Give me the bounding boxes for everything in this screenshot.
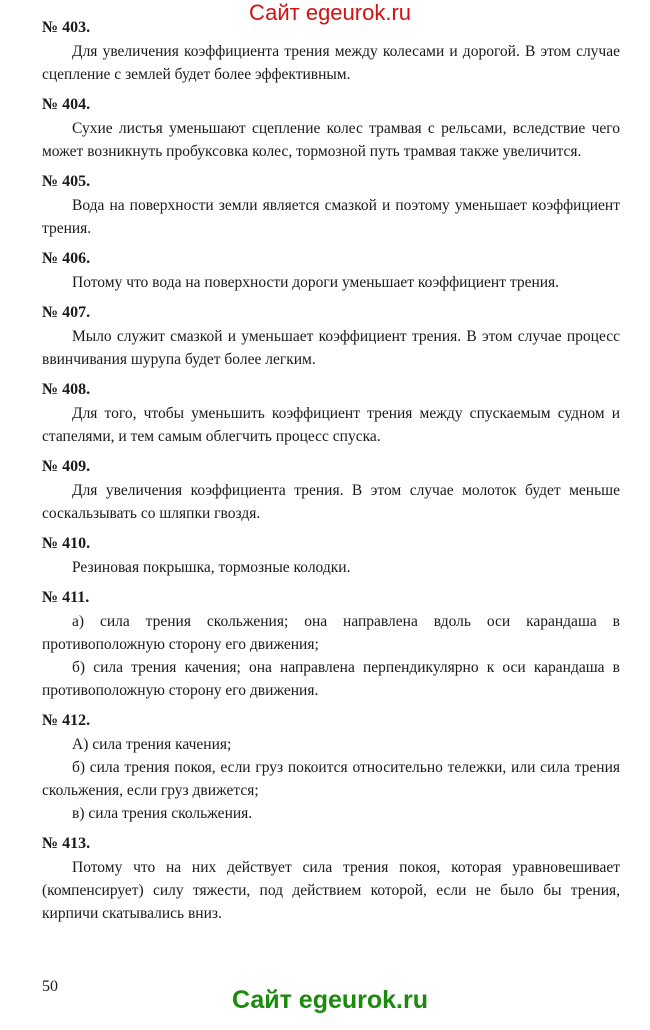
problem-answer-text: б) сила трения покоя, если груз покоится относительно тележки, или сила трения скольжения, если груз движется; [42,759,620,799]
problem-number: № 403. [42,19,91,36]
problem-answer-text: б) сила трения качения; она направлена перпендикулярно к оси карандаша в противоположную сторону его движения. [42,659,620,699]
problem-number: № 412. [42,712,91,729]
problem-item [42,588,620,702]
problem-item [42,303,620,371]
problem-item [42,249,620,294]
page-number: 50 [42,978,58,995]
problem-number: № 406. [42,250,91,267]
problem-answer-text: в) сила трения скольжения. [72,805,253,822]
problem-item [42,457,620,525]
problem-answer-text: Потому что вода на поверхности дороги уменьшает коэффициент трения. [72,274,560,291]
problem-number: № 413. [42,835,91,852]
problem-answer-text: Для увеличения коэффициента трения между колесами и дорогой. В этом случае сцепление с землей будет более эффективным. [42,43,620,83]
problem-number: № 405. [42,173,91,190]
problem-item [42,380,620,448]
problem-answer-text: Для увеличения коэффициента трения. В этом случае молоток будет меньше соскальзывать со шляпки гвоздя. [42,482,620,522]
problem-number: № 408. [42,381,91,398]
problem-answer-text: Мыло служит смазкой и уменьшает коэффициент трения. В этом случае процесс ввинчивания шурупа будет более легким. [42,328,620,368]
problem-number: № 409. [42,458,91,475]
problem-item [42,834,620,925]
problem-number: № 404. [42,96,91,113]
problem-number: № 407. [42,304,91,321]
watermark-bottom: Сайт egeurok.ru [231,986,429,1014]
problem-list [42,18,620,934]
problem-item [42,95,620,163]
problem-item [42,711,620,825]
problem-item [42,172,620,240]
problem-number: № 411. [42,589,90,606]
problem-item [42,534,620,579]
problem-item [42,18,620,86]
problem-number: № 410. [42,535,91,552]
problem-answer-text: а) сила трения скольжения; она направлена вдоль оси карандаша в противоположную сторону его движения; [42,613,620,653]
watermark-top: Сайт egeurok.ru [248,0,412,25]
problem-answer-text: Сухие листья уменьшают сцепление колес трамвая с рельсами, вследствие чего может возникнуть пробуксовка колес, тормозной путь трамвая также увеличится. [42,120,620,160]
problem-answer-text: А) сила трения качения; [72,736,232,753]
problem-answer-text: Потому что на них действует сила трения покоя, которая уравновешивает (компенсирует) силу тяжести, под действием которой, если не было бы трения, кирпичи скатывались вниз. [42,859,620,922]
problem-answer-text: Для того, чтобы уменьшить коэффициент трения между спускаемым судном и стапелями, и тем самым облегчить процесс спуска. [42,405,620,445]
problem-answer-text: Резиновая покрышка, тормозные колодки. [72,559,351,576]
problem-answer-text: Вода на поверхности земли является смазкой и поэтому уменьшает коэффициент трения. [42,197,620,237]
